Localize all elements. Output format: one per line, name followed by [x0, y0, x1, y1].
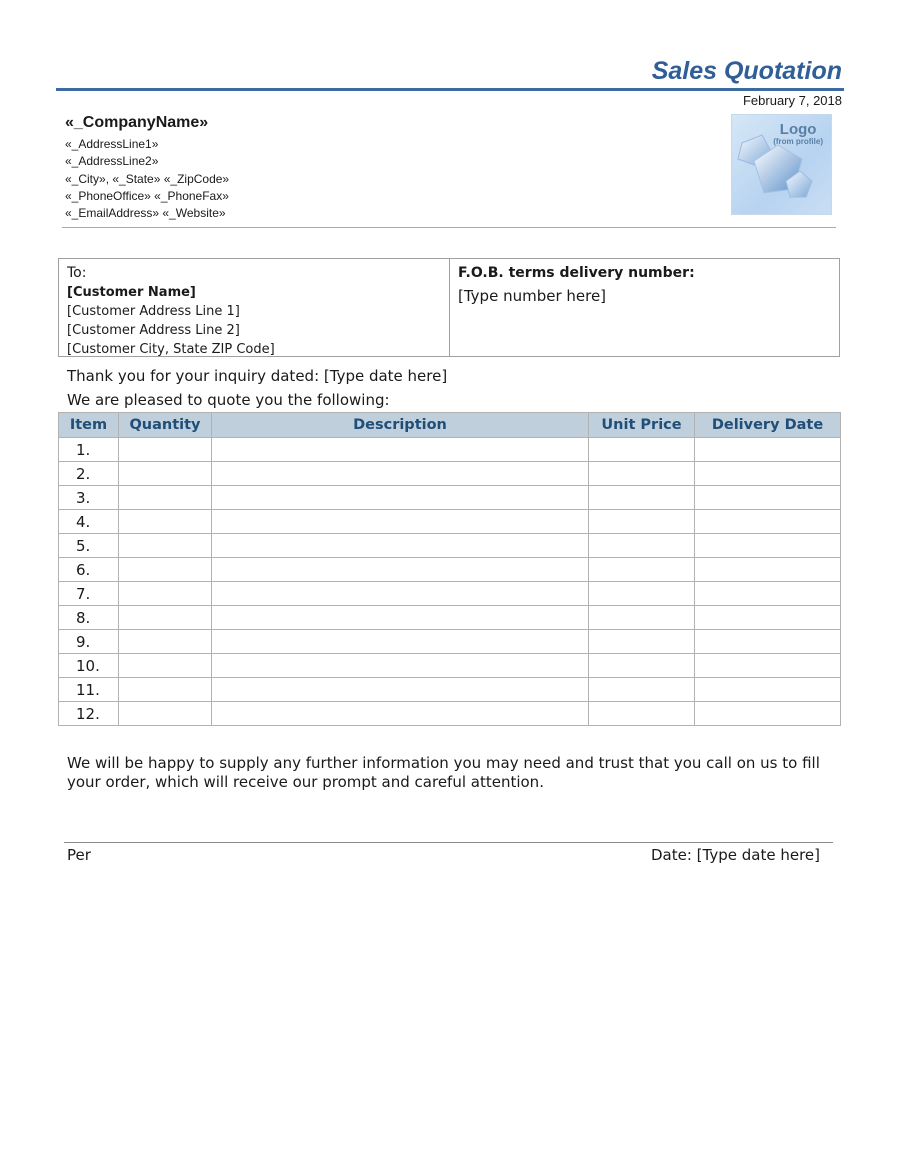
company-logo: [731, 114, 832, 215]
company-city-state-zip: «_City», «_State» «_ZipCode»: [65, 171, 230, 186]
closing-paragraph: We will be happy to supply any further information you may need and trust that you call on us to fill your order, which will receive our prompt and careful attention.: [67, 754, 820, 791]
customer-address: [59, 259, 450, 356]
table-row: [59, 606, 841, 630]
description-cell[interactable]: [212, 438, 589, 462]
delivery-date-cell[interactable]: [695, 678, 841, 702]
description-cell[interactable]: [212, 510, 589, 534]
delivery-date-cell[interactable]: [695, 582, 841, 606]
description-cell[interactable]: [212, 606, 589, 630]
company-email-website: «_EmailAddress» «_Website»: [65, 206, 226, 221]
table-row: [59, 534, 841, 558]
table-row: [59, 702, 841, 726]
column-header-delivery-date: Delivery Date: [695, 413, 841, 438]
header-divider: [62, 227, 836, 228]
unit-price-cell[interactable]: [589, 678, 695, 702]
description-cell[interactable]: [212, 630, 589, 654]
quantity-cell[interactable]: [119, 582, 212, 606]
title-divider: [56, 88, 844, 91]
company-block: [65, 114, 229, 222]
quantity-cell[interactable]: [119, 678, 212, 702]
table-row: [59, 630, 841, 654]
company-address-line2: «_AddressLine2»: [65, 154, 159, 169]
signature-line: [64, 842, 833, 843]
item-number-cell: 3.: [59, 486, 119, 510]
delivery-date-cell[interactable]: [695, 534, 841, 558]
customer-city-state-zip[interactable]: [Customer City, State ZIP Code]: [67, 342, 275, 357]
table-row: [59, 438, 841, 462]
unit-price-cell[interactable]: [589, 486, 695, 510]
item-number-cell: 8.: [59, 606, 119, 630]
fob-number-field[interactable]: [Type number here]: [458, 287, 607, 305]
unit-price-cell[interactable]: [589, 462, 695, 486]
column-header-unit-price: Unit Price: [589, 413, 695, 438]
signature-date-field[interactable]: Date: [Type date here]: [651, 846, 820, 864]
unit-price-cell[interactable]: [589, 606, 695, 630]
item-number-cell: 5.: [59, 534, 119, 558]
quantity-cell[interactable]: [119, 534, 212, 558]
item-number-cell: 7.: [59, 582, 119, 606]
logo-text: [773, 122, 823, 147]
customer-address-line1[interactable]: [Customer Address Line 1]: [67, 304, 240, 319]
table-row: [59, 654, 841, 678]
description-cell[interactable]: [212, 582, 589, 606]
quantity-cell[interactable]: [119, 438, 212, 462]
logo-sublabel: (from profile): [773, 137, 823, 146]
quote-items-table: [58, 412, 841, 726]
unit-price-cell[interactable]: [589, 582, 695, 606]
delivery-date-cell[interactable]: [695, 702, 841, 726]
item-number-cell: 12.: [59, 702, 119, 726]
table-row: [59, 462, 841, 486]
table-header-row: [59, 413, 841, 438]
description-cell[interactable]: [212, 678, 589, 702]
item-number-cell: 4.: [59, 510, 119, 534]
quantity-cell[interactable]: [119, 654, 212, 678]
company-name: «_CompanyName»: [65, 114, 209, 131]
address-box: [58, 258, 840, 357]
delivery-date-cell[interactable]: [695, 606, 841, 630]
unit-price-cell[interactable]: [589, 510, 695, 534]
customer-address-line2[interactable]: [Customer Address Line 2]: [67, 323, 240, 338]
unit-price-cell[interactable]: [589, 438, 695, 462]
description-cell[interactable]: [212, 558, 589, 582]
unit-price-cell[interactable]: [589, 654, 695, 678]
delivery-date-cell[interactable]: [695, 438, 841, 462]
unit-price-cell[interactable]: [589, 702, 695, 726]
company-address-line1: «_AddressLine1»: [65, 137, 159, 151]
quantity-cell[interactable]: [119, 486, 212, 510]
delivery-date-cell[interactable]: [695, 510, 841, 534]
delivery-date-cell[interactable]: [695, 486, 841, 510]
item-number-cell: 9.: [59, 630, 119, 654]
quantity-cell[interactable]: [119, 606, 212, 630]
description-cell[interactable]: [212, 702, 589, 726]
document-title: Sales Quotation: [651, 57, 842, 85]
item-number-cell: 10.: [59, 654, 119, 678]
item-number-cell: 2.: [59, 462, 119, 486]
table-row: [59, 486, 841, 510]
unit-price-cell[interactable]: [589, 630, 695, 654]
quantity-cell[interactable]: [119, 630, 212, 654]
delivery-date-cell[interactable]: [695, 654, 841, 678]
unit-price-cell[interactable]: [589, 558, 695, 582]
unit-price-cell[interactable]: [589, 534, 695, 558]
column-header-description: Description: [212, 413, 589, 438]
item-number-cell: 6.: [59, 558, 119, 582]
table-row: [59, 510, 841, 534]
quote-intro-text: We are pleased to quote you the following:: [67, 391, 390, 409]
table-row: [59, 582, 841, 606]
table-row: [59, 678, 841, 702]
description-cell[interactable]: [212, 486, 589, 510]
quantity-cell[interactable]: [119, 702, 212, 726]
item-number-cell: 11.: [59, 678, 119, 702]
delivery-date-cell[interactable]: [695, 630, 841, 654]
description-cell[interactable]: [212, 534, 589, 558]
item-number-cell: 1.: [59, 438, 119, 462]
quantity-cell[interactable]: [119, 462, 212, 486]
delivery-date-cell[interactable]: [695, 558, 841, 582]
delivery-date-cell[interactable]: [695, 462, 841, 486]
fob-terms: [450, 259, 839, 356]
table-row: [59, 558, 841, 582]
inquiry-text[interactable]: Thank you for your inquiry dated: [Type date here]: [67, 367, 448, 385]
document-date: February 7, 2018: [742, 93, 842, 108]
fob-label: F.O.B. terms delivery number:: [458, 265, 695, 281]
customer-name[interactable]: [Customer Name]: [67, 285, 196, 300]
logo-label: Logo: [779, 121, 817, 138]
quantity-cell[interactable]: [119, 558, 212, 582]
to-label: To:: [67, 265, 87, 281]
column-header-item: Item: [59, 413, 119, 438]
description-cell[interactable]: [212, 462, 589, 486]
company-phones: «_PhoneOffice» «_PhoneFax»: [65, 188, 229, 203]
quantity-cell[interactable]: [119, 510, 212, 534]
description-cell[interactable]: [212, 654, 589, 678]
per-label: Per: [67, 846, 91, 864]
column-header-quantity: Quantity: [119, 413, 212, 438]
